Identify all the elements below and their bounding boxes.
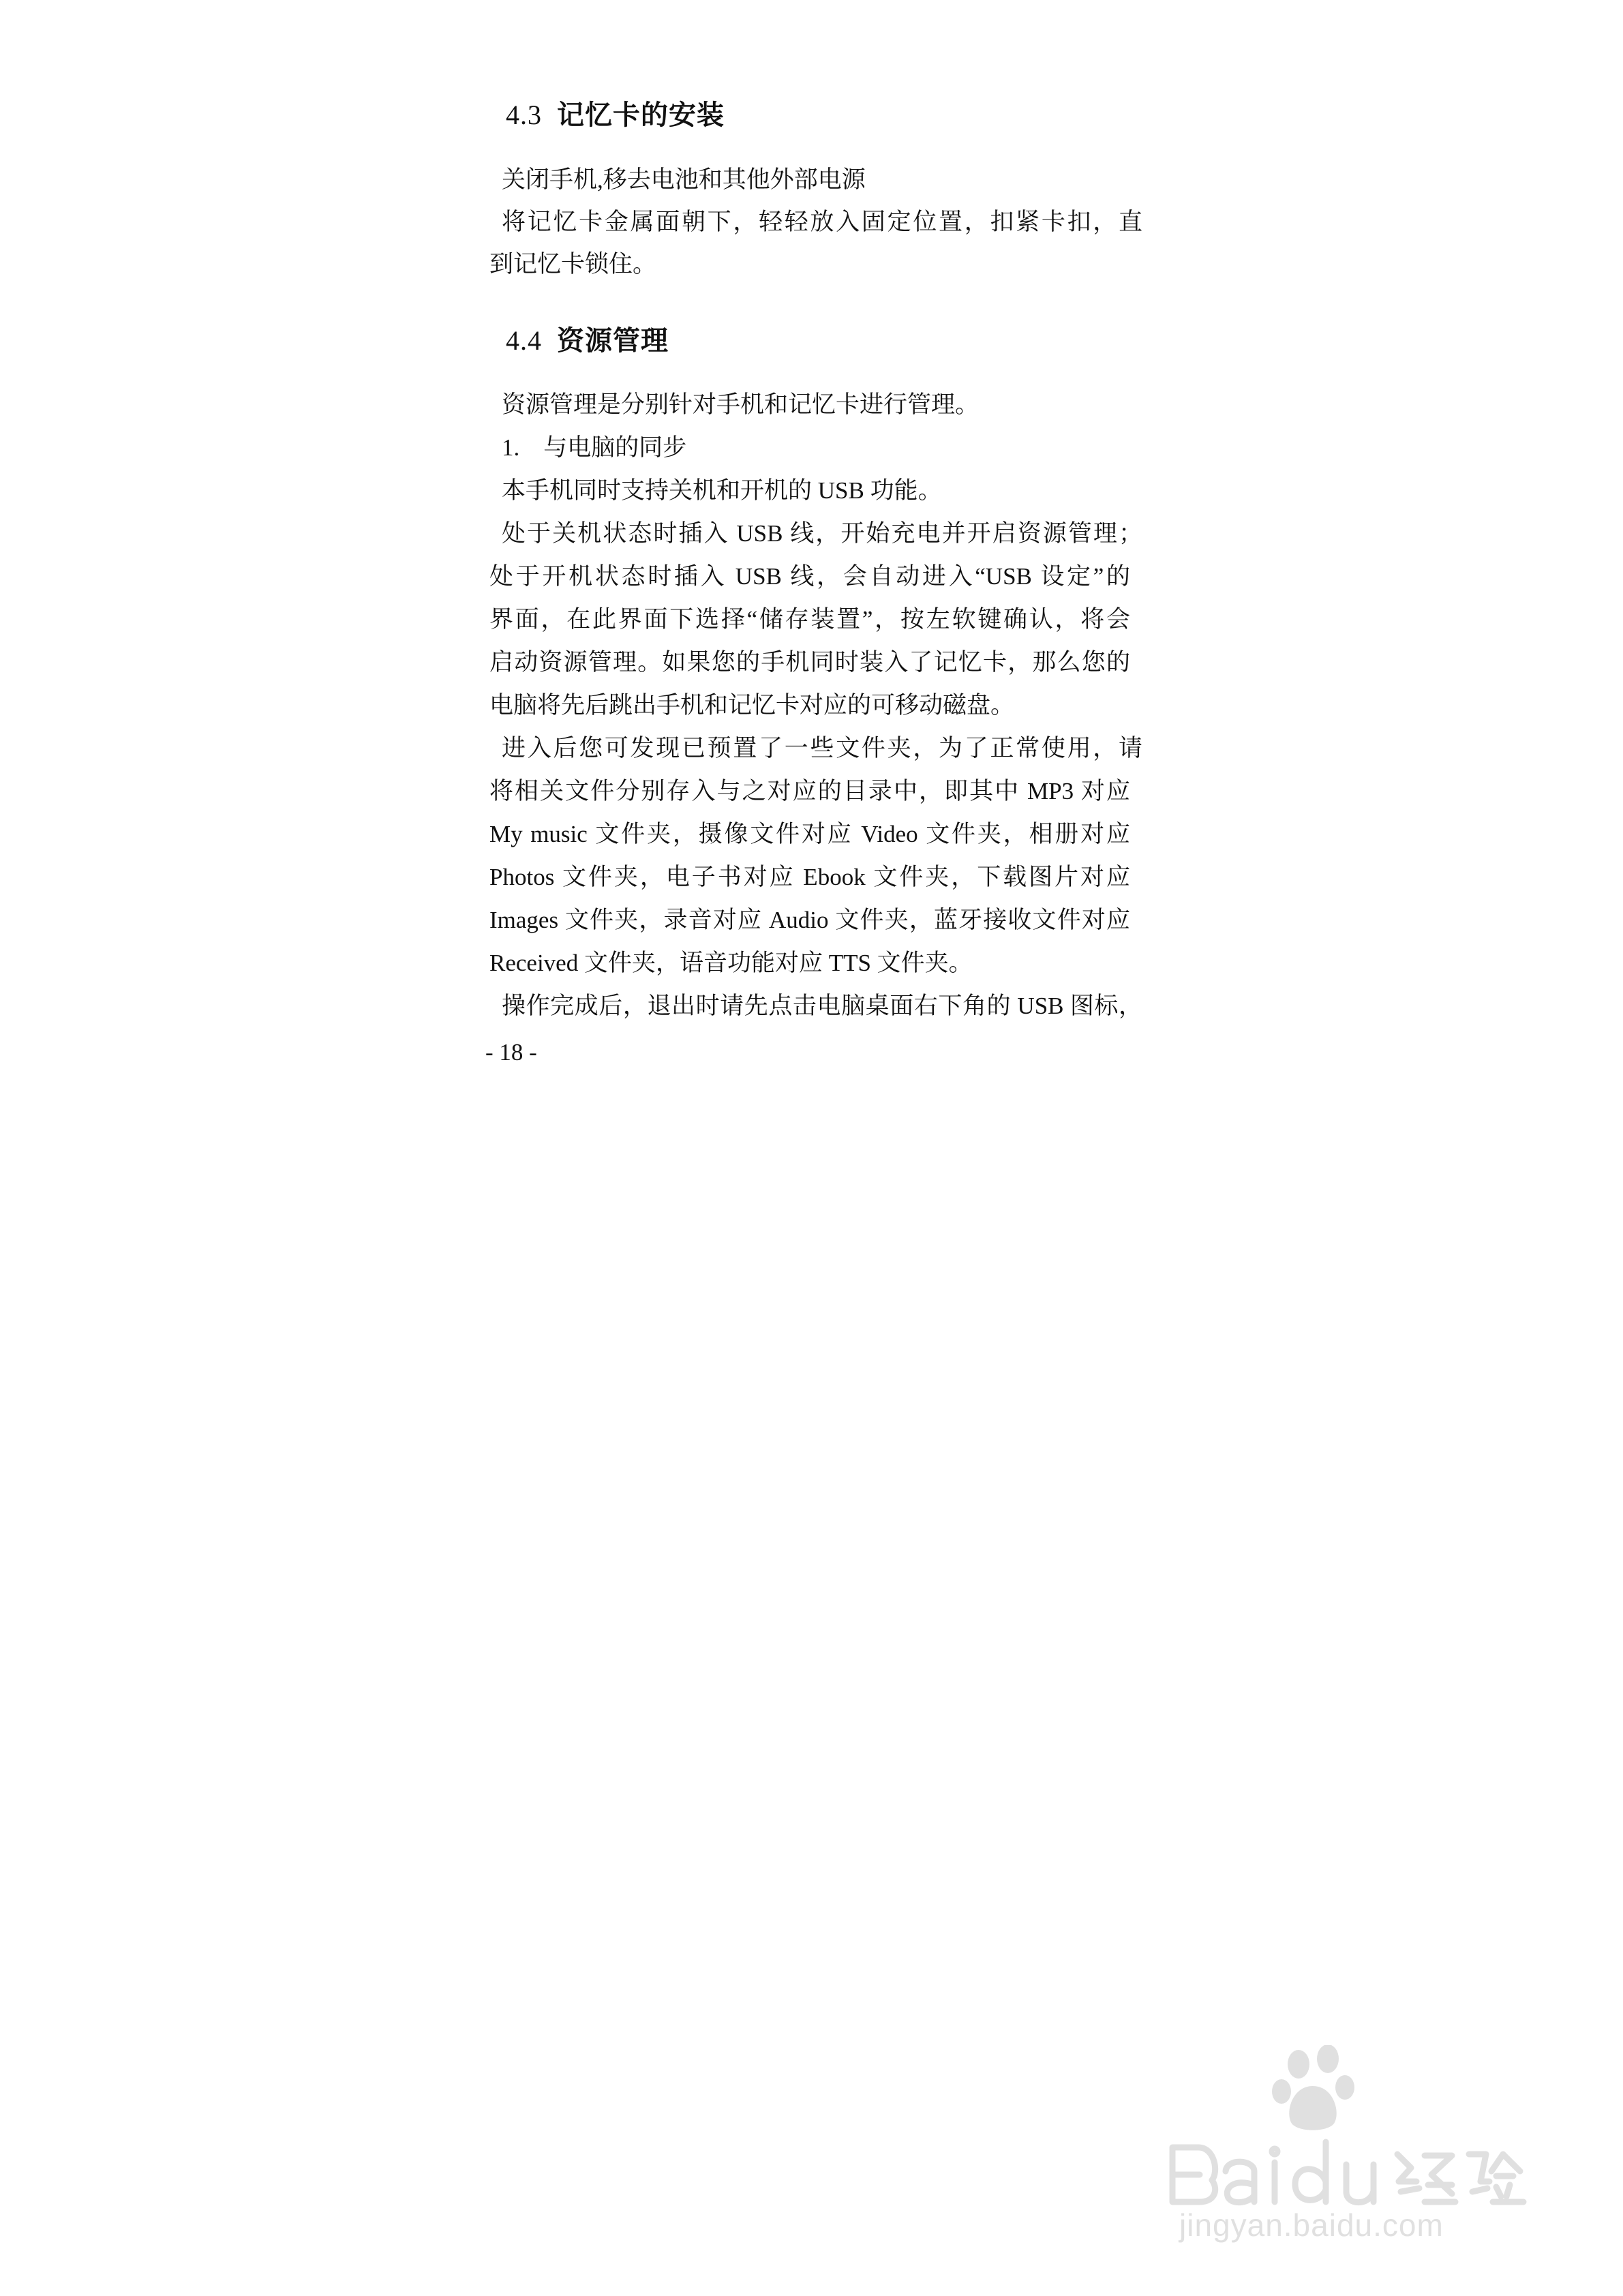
- paragraph-line: My music 文件夹，摄像文件对应 Video 文件夹，相册对应: [489, 821, 1130, 847]
- baidu-jingyan-watermark-logo: [1152, 2045, 1534, 2243]
- section-title: 资源管理: [557, 325, 669, 356]
- paragraph-line: 启动资源管理。如果您的手机同时装入了记忆卡，那么您的: [489, 649, 1130, 676]
- paragraph-line: 资源管理是分别针对手机和记忆卡进行管理。: [502, 391, 980, 418]
- paragraph-line: 处于关机状态时插入 USB 线，开始充电并开启资源管理；: [502, 520, 1142, 547]
- paragraph-line: 电脑将先后跳出手机和记忆卡对应的可移动磁盘。: [489, 692, 1015, 719]
- page-number: - 18 -: [485, 1039, 537, 1066]
- section-number: 4.3: [506, 100, 542, 130]
- paragraph-line: Received 文件夹，语音功能对应 TTS 文件夹。: [489, 950, 973, 976]
- paragraph-line: Images 文件夹，录音对应 Audio 文件夹，蓝牙接收文件对应: [489, 907, 1130, 933]
- list-item-heading: 1. 与电脑的同步: [502, 434, 687, 461]
- paragraph-line: 界面，在此界面下选择“储存装置”，按左软键确认，将会: [489, 606, 1130, 633]
- section-number: 4.4: [506, 325, 542, 356]
- watermark-url: jingyan.baidu.com: [1179, 2207, 1444, 2243]
- section-heading-4-3: [506, 93, 725, 132]
- paragraph-line: Photos 文件夹，电子书对应 Ebook 文件夹，下载图片对应: [489, 864, 1130, 890]
- section-title: 记忆卡的安装: [557, 100, 725, 130]
- paragraph-line: 到记忆卡锁住。: [489, 251, 657, 277]
- paragraph-line: 本手机同时支持关机和开机的 USB 功能。: [502, 477, 942, 504]
- paragraph-line: 操作完成后，退出时请先点击电脑桌面右下角的 USB 图标，: [502, 993, 1142, 1019]
- paragraph-line: 将记忆卡金属面朝下，轻轻放入固定位置，扣紧卡扣，直: [502, 209, 1142, 235]
- paragraph-line: 处于开机状态时插入 USB 线，会自动进入“USB 设定”的: [489, 563, 1130, 590]
- paragraph-line: 进入后您可发现已预置了一些文件夹，为了正常使用，请: [502, 735, 1142, 761]
- paragraph-line: 将相关文件分别存入与之对应的目录中，即其中 MP3 对应: [489, 778, 1130, 804]
- section-heading-4-4: [506, 319, 669, 358]
- paragraph-line: 关闭手机,移去电池和其他外部电源: [502, 166, 866, 193]
- paw-icon: [1272, 2045, 1354, 2130]
